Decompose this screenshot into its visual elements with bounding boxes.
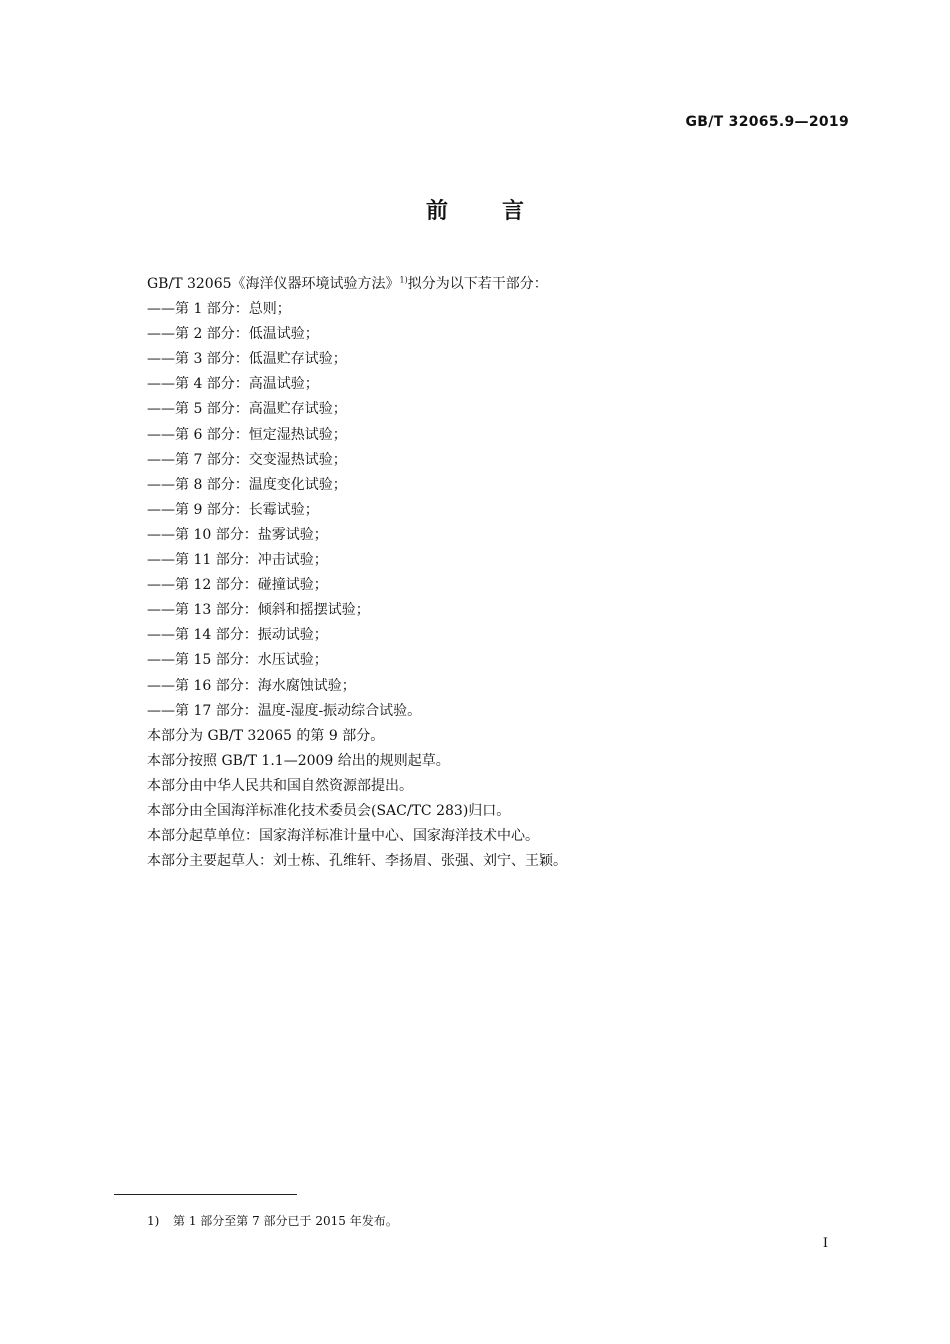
statements xyxy=(147,724,847,875)
footnote-text: 第 1 部分至第 7 部分已于 2015 年发布。 xyxy=(173,1214,398,1228)
list-item: ——第 8 部分：温度变化试验； xyxy=(147,476,347,493)
statement-part-number: 本部分为 GB/T 32065 的第 9 部分。 xyxy=(147,727,385,744)
page-title-char-2: 言 xyxy=(502,199,525,224)
list-item: ——第 16 部分：海水腐蚀试验； xyxy=(147,677,356,694)
list-item: ——第 6 部分：恒定湿热试验； xyxy=(147,426,347,443)
list-item: ——第 10 部分：盐雾试验； xyxy=(147,526,328,543)
parts-list xyxy=(147,297,847,724)
list-item: ——第 7 部分：交变湿热试验； xyxy=(147,451,347,468)
footnote xyxy=(147,1212,398,1229)
intro-text-after-note: 拟分为以下若干部分： xyxy=(407,276,548,292)
footnote-number: 1) xyxy=(147,1214,160,1228)
page-title xyxy=(0,194,950,225)
list-item: ——第 4 部分：高温试验； xyxy=(147,376,319,393)
statement-drafters: 本部分主要起草人：刘士栋、孔维轩、李扬眉、张强、刘宁、王颖。 xyxy=(147,853,567,870)
intro-paragraph xyxy=(147,272,847,297)
footnote-divider xyxy=(114,1194,297,1195)
list-item: ——第 2 部分：低温试验； xyxy=(147,326,319,343)
list-item: ——第 3 部分：低温贮存试验； xyxy=(147,351,347,368)
list-item: ——第 15 部分：水压试验； xyxy=(147,652,328,669)
statement-proposer: 本部分由中华人民共和国自然资源部提出。 xyxy=(147,777,413,794)
statement-drafting-units: 本部分起草单位：国家海洋标准计量中心、国家海洋技术中心。 xyxy=(147,828,539,845)
list-item: ——第 14 部分：振动试验； xyxy=(147,627,328,644)
list-item: ——第 12 部分：碰撞试验； xyxy=(147,577,328,594)
page-number: I xyxy=(822,1236,828,1251)
page-title-char-1: 前 xyxy=(425,199,448,224)
list-item: ——第 5 部分：高温贮存试验； xyxy=(147,401,347,418)
list-item: ——第 17 部分：温度-湿度-振动综合试验。 xyxy=(147,702,422,719)
statement-administrator: 本部分由全国海洋标准化技术委员会(SAC/TC 283)归口。 xyxy=(147,802,511,819)
intro-note-mark: 1) xyxy=(399,275,408,285)
list-item: ——第 13 部分：倾斜和摇摆试验； xyxy=(147,602,370,619)
standard-code: GB/T 32065.9—2019 xyxy=(685,114,849,130)
list-item: ——第 11 部分：冲击试验； xyxy=(147,552,328,569)
foreword-body xyxy=(147,272,847,874)
intro-text-before-note: GB/T 32065《海洋仪器环境试验方法》 xyxy=(147,276,400,292)
statement-drafting-rules: 本部分按照 GB/T 1.1—2009 给出的规则起草。 xyxy=(147,752,450,769)
list-item: ——第 1 部分：总则； xyxy=(147,301,291,318)
list-item: ——第 9 部分：长霉试验； xyxy=(147,501,319,518)
